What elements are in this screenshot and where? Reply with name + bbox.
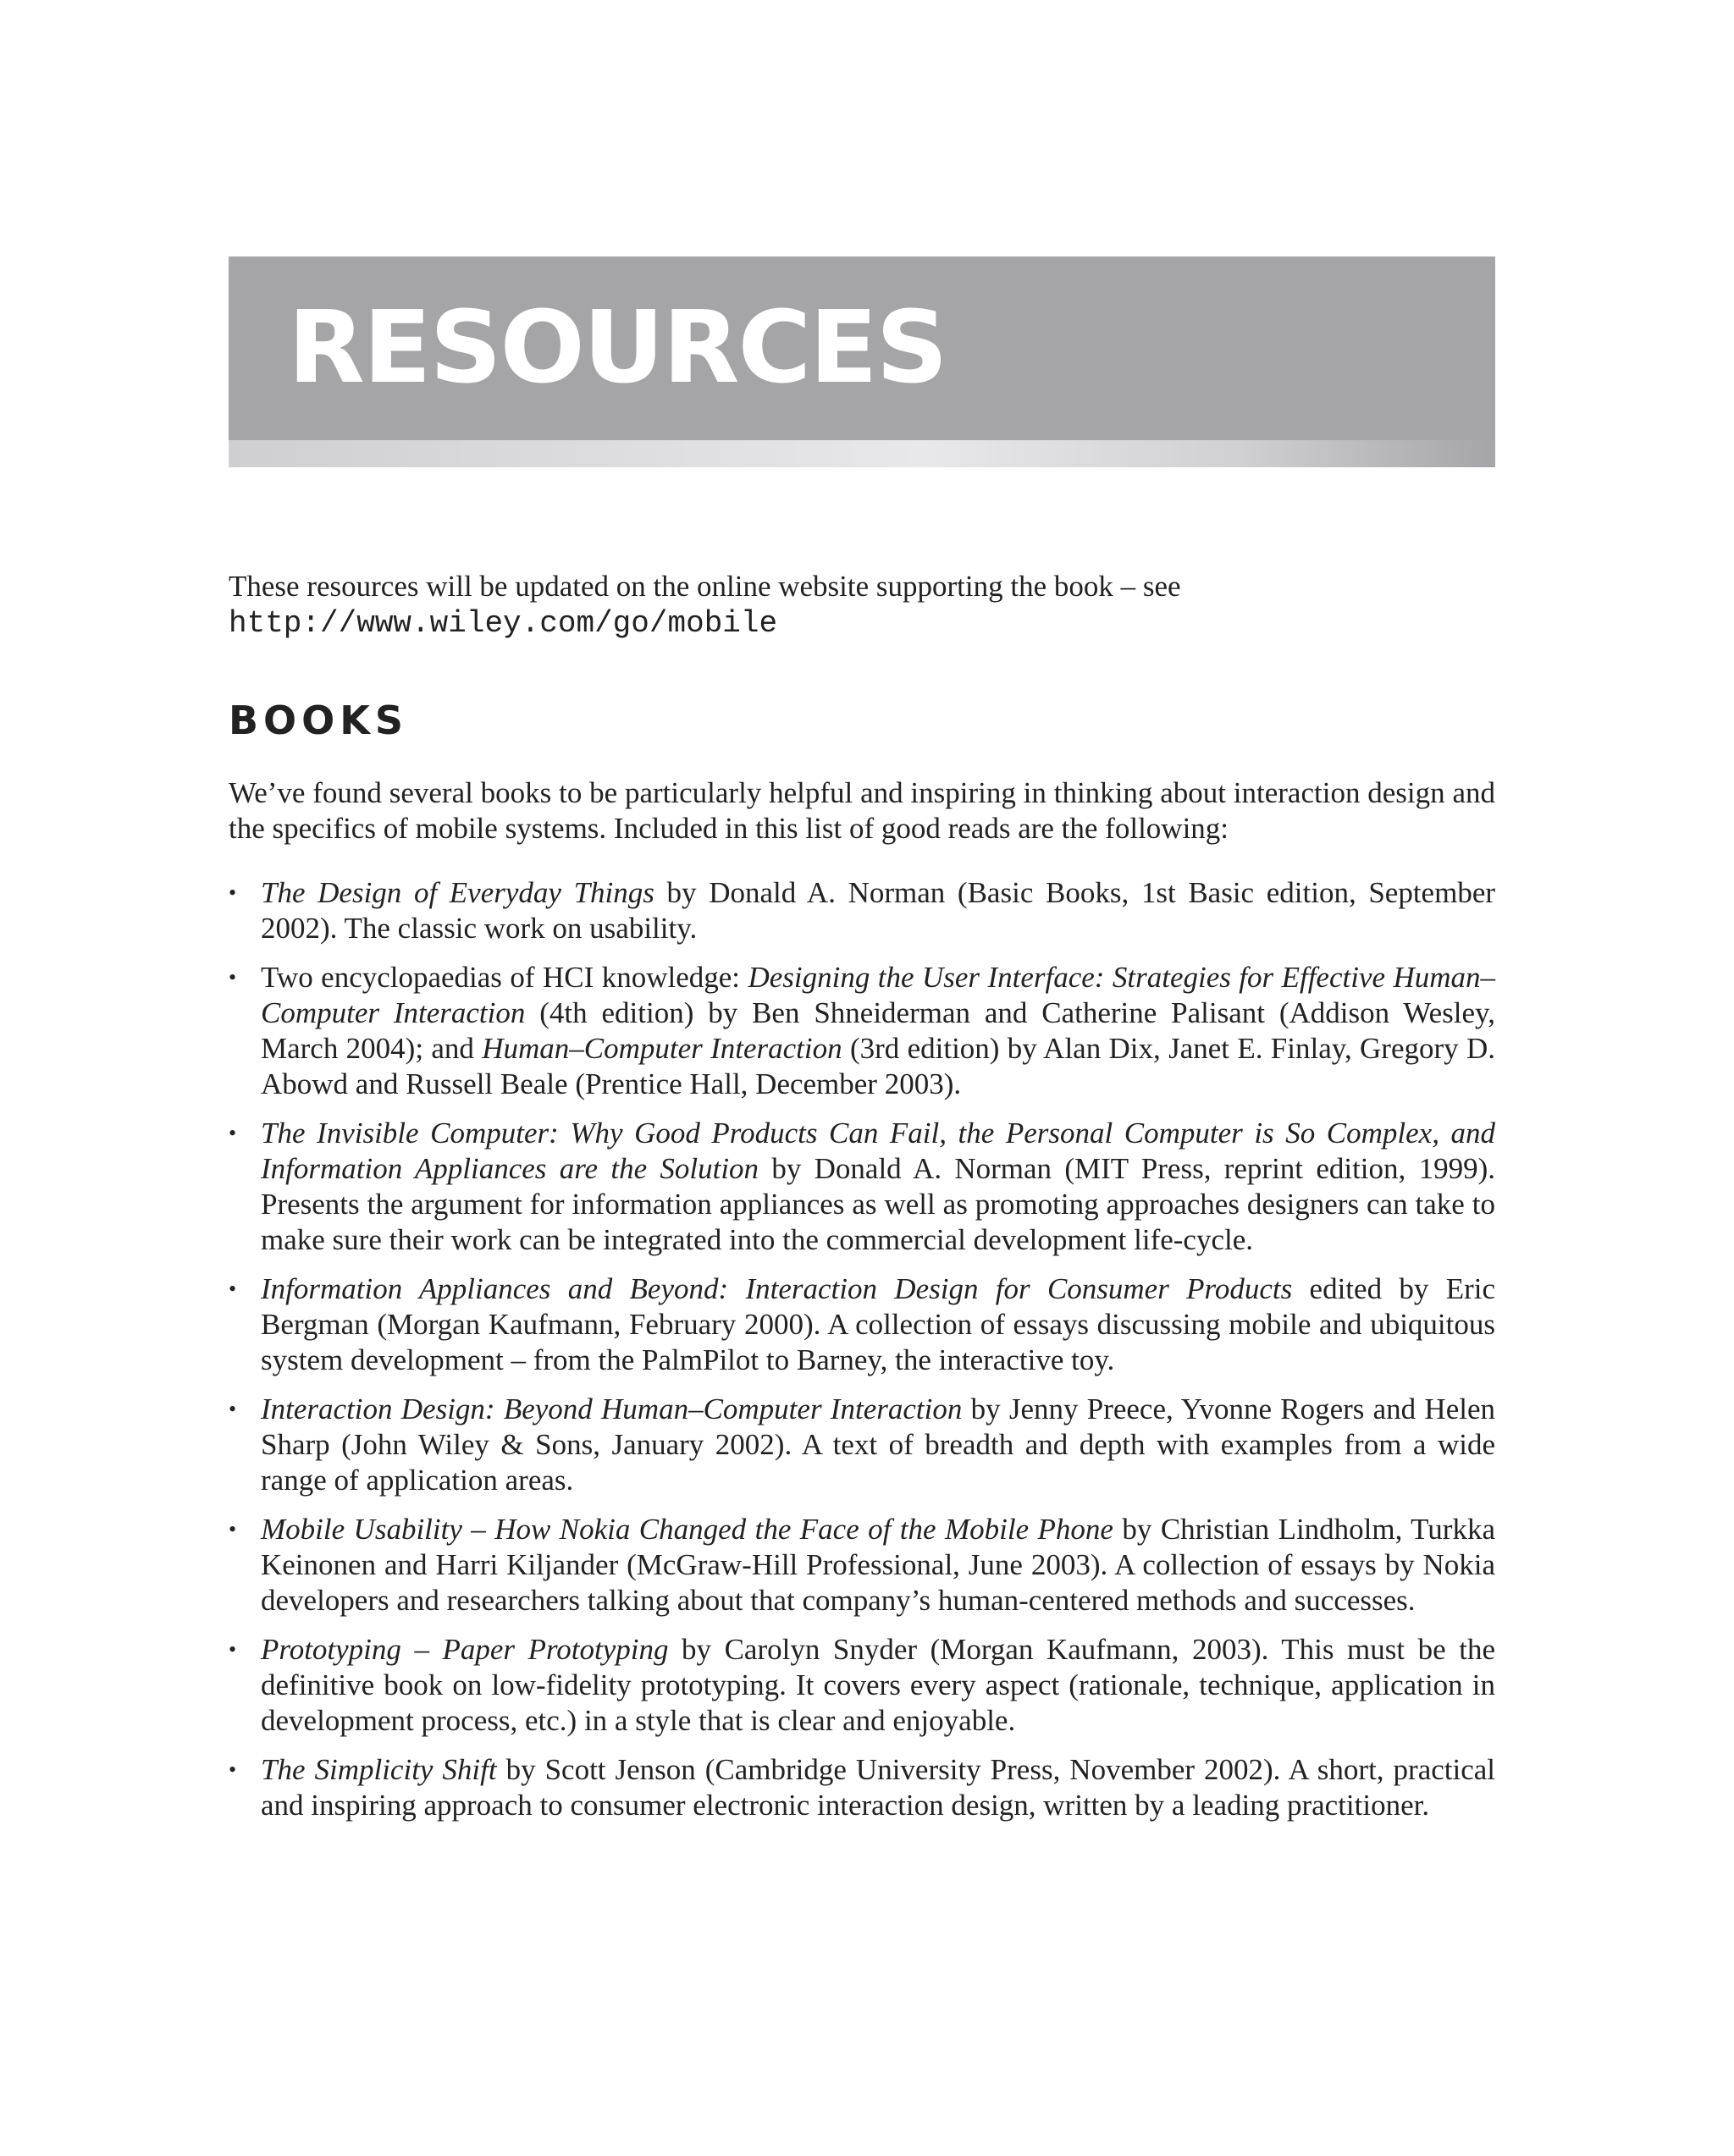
website-url: http://www.wiley.com/go/mobile [229,606,778,641]
book-title: The Simplicity Shift [261,1753,497,1786]
book-title: Interaction Design: Beyond Human–Computer Interaction [261,1392,963,1425]
bullet: • [229,1637,237,1662]
bullet: • [229,965,237,990]
book-details: (3rd edition) by Alan Dix, Janet E. Finlay, Gregory D. Abowd and Russell Beale (Prentice Hall, December 2003). [261,1032,1495,1100]
intro-text: These resources will be updated on the online website supporting the book – see [229,570,1181,603]
book-lead-in: Two encyclopaedias of HCI knowledge: [261,961,748,994]
bullet: • [229,880,237,905]
book-details: by Jenny Preece, Yvonne Rogers and Helen Sharp (John Wiley & Sons, January 2002). A text of breadth and depth with examples from a wide range of application areas. [261,1392,1495,1497]
book-title: Information Appliances and Beyond: Interaction Design for Consumer Products [261,1272,1293,1305]
list-item [229,960,1495,1102]
books-heading: BOOKS [229,698,409,743]
book-details: (4th edition) by Ben Shneiderman and Catherine Palisant (Addison Wesley, March 2004); and [261,996,1495,1065]
list-item [229,1752,1495,1823]
list-item [229,1116,1495,1258]
bullet: • [229,1397,237,1421]
banner-stripe [229,440,1495,467]
bullet: • [229,1517,237,1541]
list-item [229,1512,1495,1618]
list-item [229,1632,1495,1739]
chapter-banner [229,256,1495,440]
book-details: by Carolyn Snyder (Morgan Kaufmann, 2003). This must be the definitive book on low-fidelity prototyping. It covers every aspect (rationale, technique, application in development process, etc.) in a style that is clear and enjoyable. [261,1633,1495,1737]
book-details: by Christian Lindholm, Turkka Keinonen and Harri Kiljander (McGraw-Hill Professional, June 2003). A collection of essays by Nokia developers and researchers talking about that company’s human-centered methods and successes. [261,1513,1495,1617]
list-item [229,1392,1495,1498]
chapter-title: RESOURCES [288,289,947,405]
intro-paragraph [229,569,1495,642]
books-intro: We’ve found several books to be particularly helpful and inspiring in thinking about interaction design and the specifics of mobile systems. Included in this list of good reads are the following: [229,776,1495,845]
bullet: • [229,1121,237,1145]
page-body [229,569,1495,1837]
book-title: Designing the User Interface: Strategies for Effective Human–Computer Interaction [261,961,1496,1029]
list-item [229,1271,1495,1378]
list-item [229,875,1495,946]
book-title: Human–Computer Interaction [482,1032,842,1065]
bullet: • [229,1277,237,1301]
book-details: by Scott Jenson (Cambridge University Press, November 2002). A short, practical and inspiring approach to consumer electronic interaction design, written by a leading practitioner. [261,1753,1495,1822]
bullet: • [229,1757,237,1782]
book-title: Prototyping – Paper Prototyping [261,1633,669,1666]
books-list [229,875,1495,1823]
book-title: Mobile Usability – How Nokia Changed the Face of the Mobile Phone [261,1513,1113,1546]
book-details: by Donald A. Norman (MIT Press, reprint edition, 1999). Presents the argument for information appliances as well as promoting approaches designers can take to make sure their work can be integrated into the commercial development life-cycle. [261,1152,1495,1256]
book-title: The Design of Everyday Things [261,876,654,909]
book-details: edited by Eric Bergman (Morgan Kaufmann, February 2000). A collection of essays discussing mobile and ubiquitous system development – from the PalmPilot to Barney, the interactive toy. [261,1272,1495,1376]
book-title: The Invisible Computer: Why Good Products Can Fail, the Personal Computer is So Complex, and Information Appliances are the Solution [261,1117,1495,1185]
book-details: by Donald A. Norman (Basic Books, 1st Basic edition, September 2002). The classic work on usability. [261,876,1496,945]
